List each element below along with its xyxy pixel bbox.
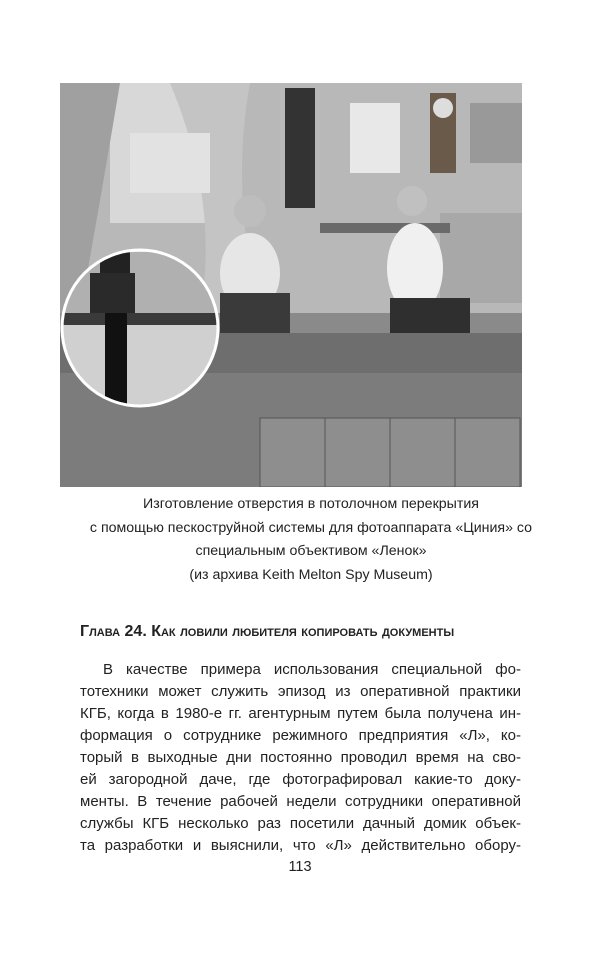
- body-line: торый в выходные дни постоянно проводил время на сво-: [80, 749, 521, 766]
- body-line: ей загородной даче, где фотографировал какие-то доку-: [80, 771, 521, 788]
- page-number: 113: [288, 859, 312, 875]
- body-text: [80, 659, 521, 857]
- spy-scene-illustration: [60, 83, 522, 487]
- body-line: В качестве примера использования специальной фо-: [103, 661, 521, 678]
- body-line: тотехники может служить эпизод из оперативной практики: [80, 683, 521, 700]
- illustration: [60, 83, 522, 487]
- caption-line: Изготовление отверстия в потолочном перекрытия: [143, 496, 479, 512]
- figure-caption: [60, 493, 562, 587]
- caption-line: специальным объективом «Ленок»: [195, 543, 427, 559]
- body-line: менты. В течение рабочей недели сотрудники оперативной: [80, 793, 521, 810]
- body-line: та разработки и выяснили, что «Л» действительно обору-: [80, 837, 521, 854]
- caption-line: с помощью пескоструйной системы для фотоаппарата «Циния» со: [89, 519, 533, 536]
- chapter-heading: Глава 24. Как ловили любителя копировать документы: [80, 623, 455, 640]
- body-line: службы КГБ несколько раз посетили дачный домик объек-: [80, 815, 521, 832]
- body-line: формация о сотруднике режимного предприятия «Л», ко-: [80, 727, 521, 744]
- caption-line: (из архива Keith Melton Spy Museum): [189, 566, 433, 583]
- body-line: КГБ, когда в 1980-е гг. агентурным путем была получена ин-: [80, 705, 521, 722]
